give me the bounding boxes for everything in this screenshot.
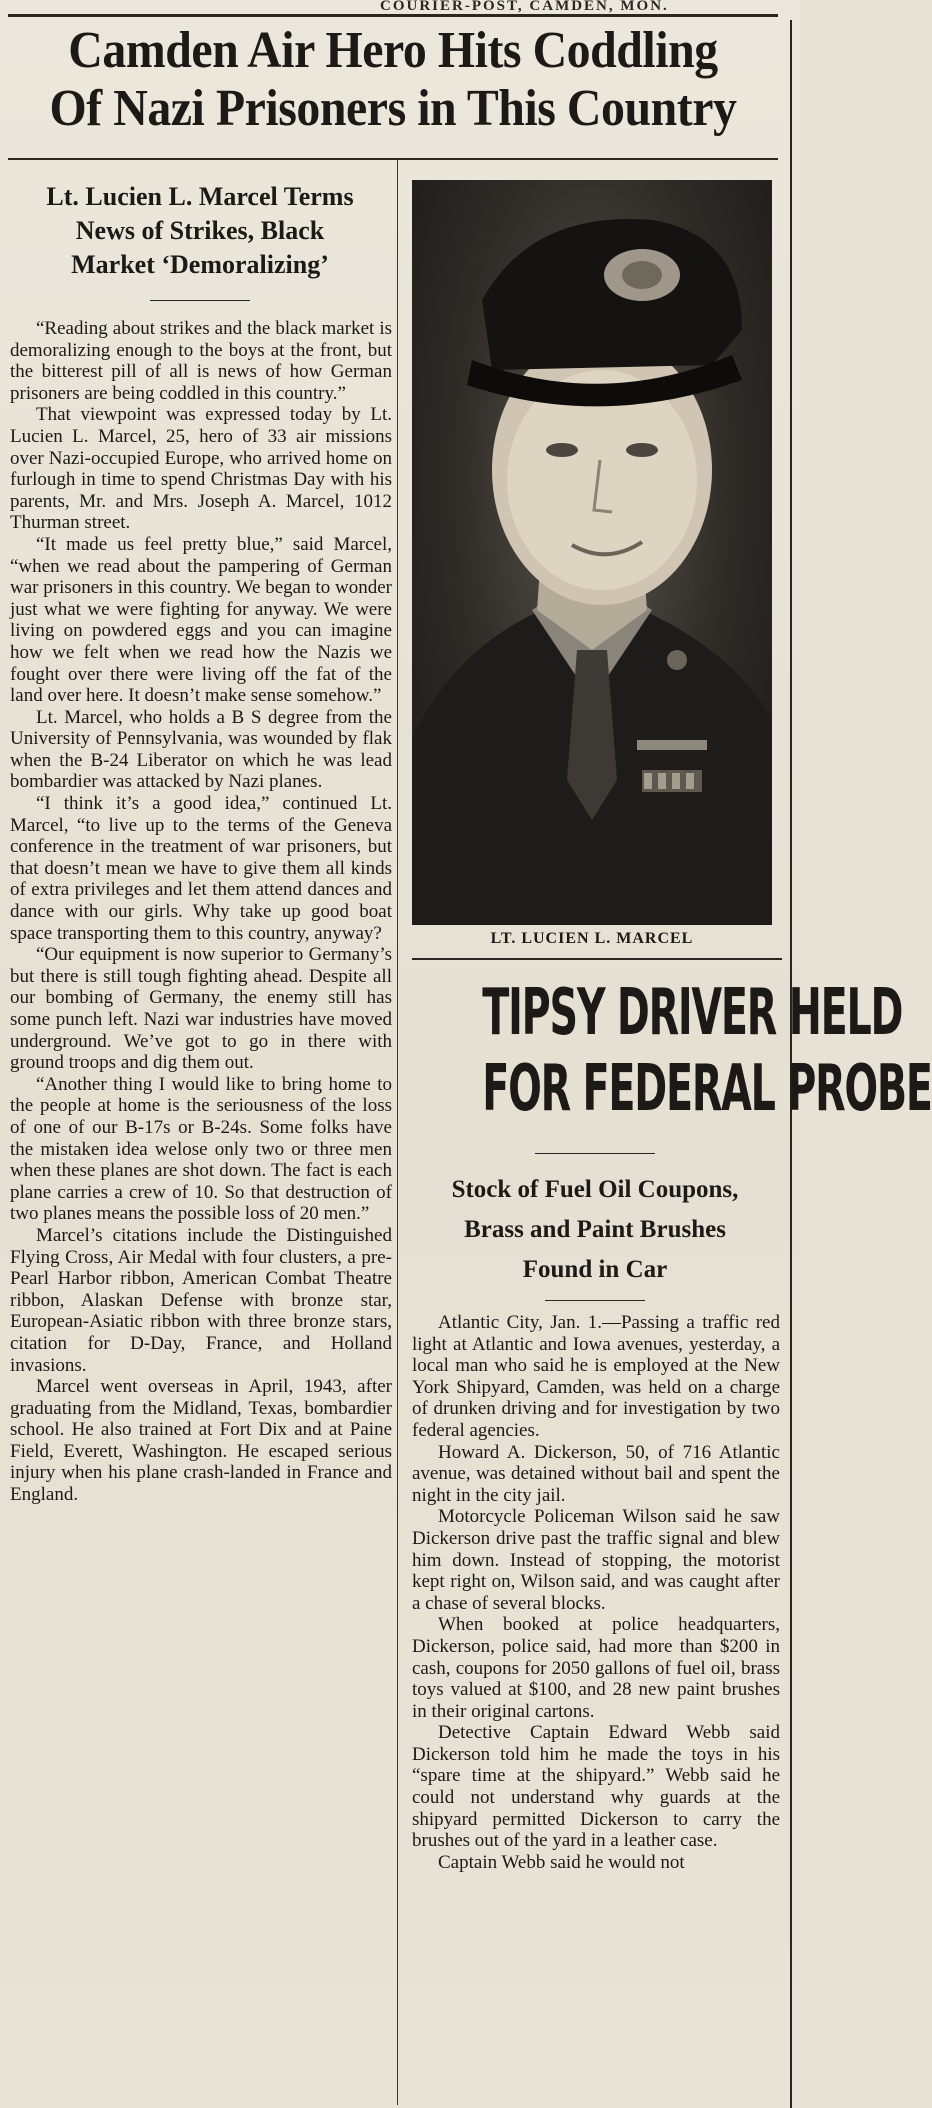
deck-line: Brass and Paint Brushes	[464, 1216, 726, 1243]
article-paragraph: “Reading about strikes and the black market is demoralizing enough to the boys at the front, but the bitterest pill of all is news of how German prisoners are being coddled in this country.”	[10, 318, 392, 404]
deck-rule	[150, 300, 250, 301]
portrait-photo	[412, 180, 772, 925]
article-paragraph: Motorcycle Policeman Wilson said he saw Dickerson drive past the traffic signal and blew him down. Instead of stopping, the motorist kept right on, Wilson said, and was caught after a chase of several blocks.	[412, 1506, 780, 1614]
article-paragraph: “Another thing I would like to bring home to the people at home is the seriousness of the loss of one of our B-17s or B-24s. Some folks have the mistaken idea welose only two or three men when these planes are shot down. The fact is each plane carries a crew of 10. So that destruction of two planes means the possible loss of 20 men.”	[10, 1073, 392, 1225]
deck-line: Stock of Fuel Oil Coupons,	[451, 1176, 739, 1203]
article-paragraph: “It made us feel pretty blue,” said Marcel, “when we read about the pampering of German war prisoners in this country. We began to wonder just what we were fighting for anyway. We were living on powdered eggs and you can imagine how we felt when we read how the Nazis we fought over there were living off the fat of the land over here. It doesn’t make sense somehow.”	[10, 533, 392, 707]
photo-rule	[412, 958, 782, 960]
deck-line: Found in Car	[522, 1256, 668, 1283]
article-paragraph: Captain Webb said he would not	[438, 1851, 685, 1873]
deck-line: News of Strikes, Black	[75, 216, 325, 245]
article-paragraph: Lt. Marcel, who holds a B S degree from the University of Pennsylvania, was wounded by flak when the B-24 Liberator on which he was lead bombardier was attacked by Nazi planes.	[10, 706, 392, 793]
article-paragraph: “I think it’s a good idea,” continued Lt. Marcel, “to live up to the terms of the Geneva conference in the treatment of war prisoners, but that doesn’t mean we have to give them all kinds of extra privileges and let them attend dances and dance with our girls. Why take up good boat space transporting them to this country, anyway?	[10, 793, 392, 944]
article-paragraph: When booked at police headquarters, Dickerson, police said, had more than $200 in cash, coupons for 2050 gallons of fuel oil, brass toys valued at $100, and 28 new paint brushes in their original cartons.	[412, 1614, 780, 1722]
article-paragraph: Atlantic City, Jan. 1.—Passing a traffic red light at Atlantic and Iowa avenues, yesterday, a local man who said he is employed at the New York Shipyard, Camden, was held on a charge of drunken driving and for investigation by two federal agencies.	[412, 1312, 780, 1441]
top-rule	[8, 14, 778, 17]
article-paragraph: That viewpoint was expressed today by Lt. Lucien L. Marcel, 25, hero of 33 air missions over Nazi-occupied Europe, who arrived home on furlough in time to spend Christmas Day with his parents, Mr. and Mrs. Joseph A. Marcel, 1012 Thurman street.	[10, 404, 392, 534]
deck-line: Lt. Lucien L. Marcel Terms	[46, 182, 354, 211]
article-paragraph: Howard A. Dickerson, 50, of 716 Atlantic avenue, was detained without bail and spent the night in the city jail.	[412, 1441, 780, 1506]
article-paragraph: Marcel went overseas in April, 1943, after graduating from the Midland, Texas, bombardier school. He also trained at Fort Dix and at Paine Field, Everett, Washington. He escaped serious injury when his plane crash-landed in France and England.	[10, 1376, 392, 1506]
main-headline-line-1: Camden Air Hero Hits Coddling	[68, 22, 718, 79]
article-paragraph: “Our equipment is now superior to Germany’s but there is still tough fighting ahead. Despite all our bombing of Germany, the enemy still has some punch left. Nazi war industries have moved underground. We’ve got to go in there with ground troops and dig them out.	[10, 944, 392, 1074]
right-deck-rule	[545, 1300, 645, 1301]
right-headline-line-2: FOR FEDERAL PROBE	[482, 1052, 932, 1126]
masthead: COURIER-POST, CAMDEN, MON.	[380, 0, 669, 14]
main-headline	[39, 22, 747, 138]
right-article-deck	[400, 1170, 790, 1290]
right-article-body	[412, 1312, 780, 2105]
right-headline-rule	[535, 1153, 655, 1154]
article-paragraph: Detective Captain Edward Webb said Dickerson told him he made the toys in his “spare time at the shipyard.” Webb said he could not understand why guards at the shipyard permitted Dickerson to carry the brushes out of the yard in a leather case.	[412, 1722, 780, 1852]
main-headline-line-2: Of Nazi Prisoners in This Country	[49, 80, 737, 137]
portrait-illustration	[412, 180, 772, 925]
left-article-body	[10, 318, 392, 2103]
right-headline-line-1: TIPSY DRIVER HELD	[482, 976, 903, 1050]
deck-line: Market ‘Demoralizing’	[71, 250, 329, 279]
article-paragraph: Marcel’s citations include the Distinguished Flying Cross, Air Medal with four clusters, a pre-Pearl Harbor ribbon, American Combat Theatre ribbon, Alaskan Defense with bronze star, European-Asiatic ribbon with three bronze stars, citation for D-Day, France, and Holland invasions.	[10, 1224, 392, 1376]
photo-caption: LT. LUCIEN L. MARCEL	[490, 930, 694, 947]
column-rule	[397, 160, 398, 2105]
left-article-deck	[8, 180, 392, 282]
headline-rule	[8, 158, 778, 160]
right-article-headline	[482, 975, 932, 1127]
